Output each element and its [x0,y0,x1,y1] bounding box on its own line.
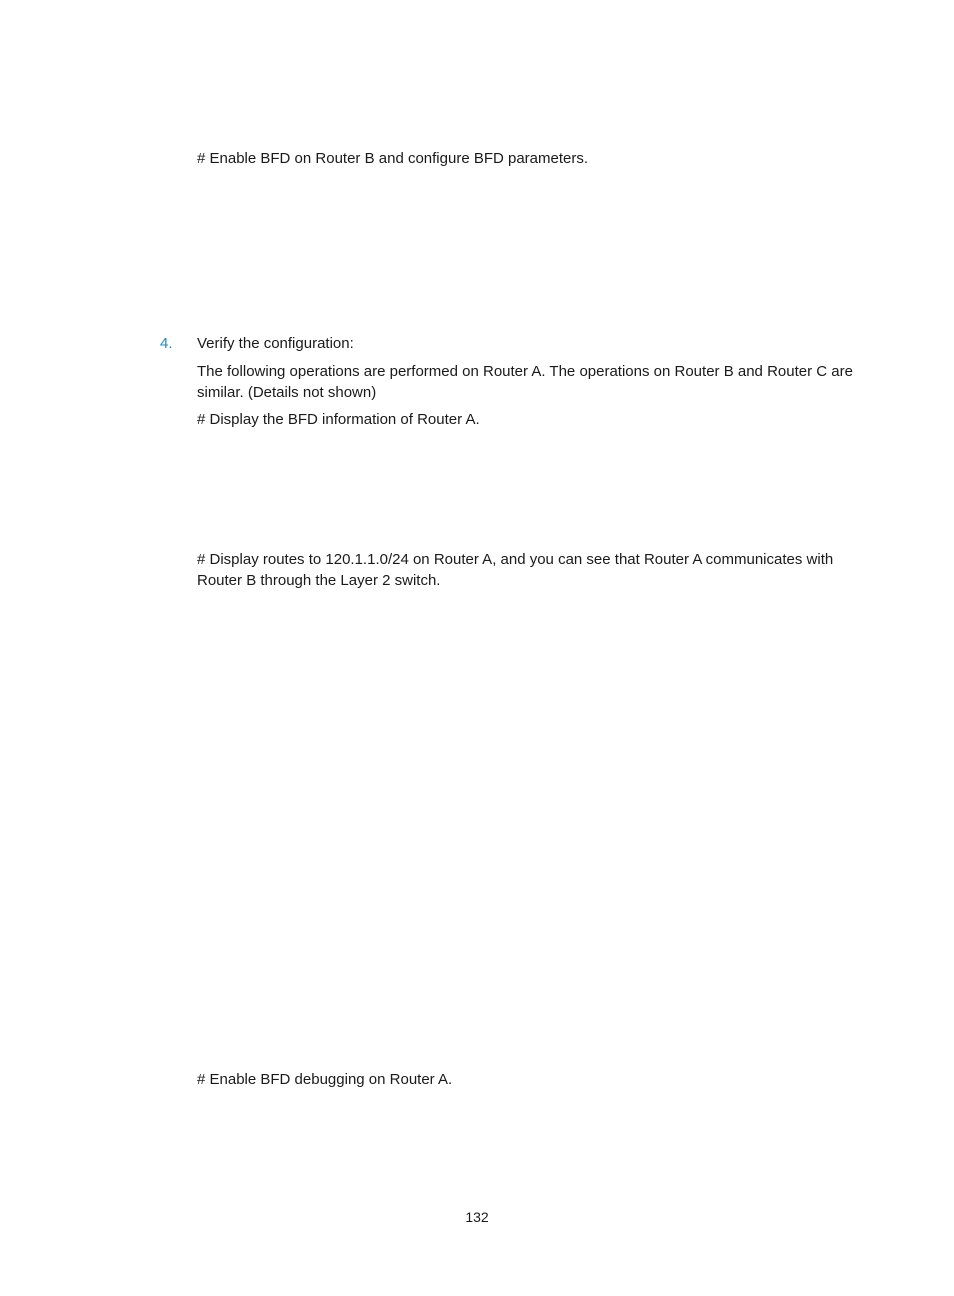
page-number: 132 [465,1209,489,1225]
comment-display-bfd: # Display the BFD information of Router A. [197,411,480,428]
comment-display-routes: # Display routes to 120.1.1.0/24 on Router A, and you can see that Router A communicates with Router B through the Layer 2 switch. [197,551,834,589]
comment-enable-debug: # Enable BFD debugging on Router A. [197,1071,453,1088]
step-title: Verify the configuration: [197,335,354,352]
comment-enable-bfd-router-b: # Enable BFD on Router B and configure BFD parameters. [197,150,589,167]
note-paragraph: The following operations are performed on Router A. The operations on Router B and Router C are similar. (Details not shown) [197,363,853,401]
step-number: 4. [160,335,173,352]
